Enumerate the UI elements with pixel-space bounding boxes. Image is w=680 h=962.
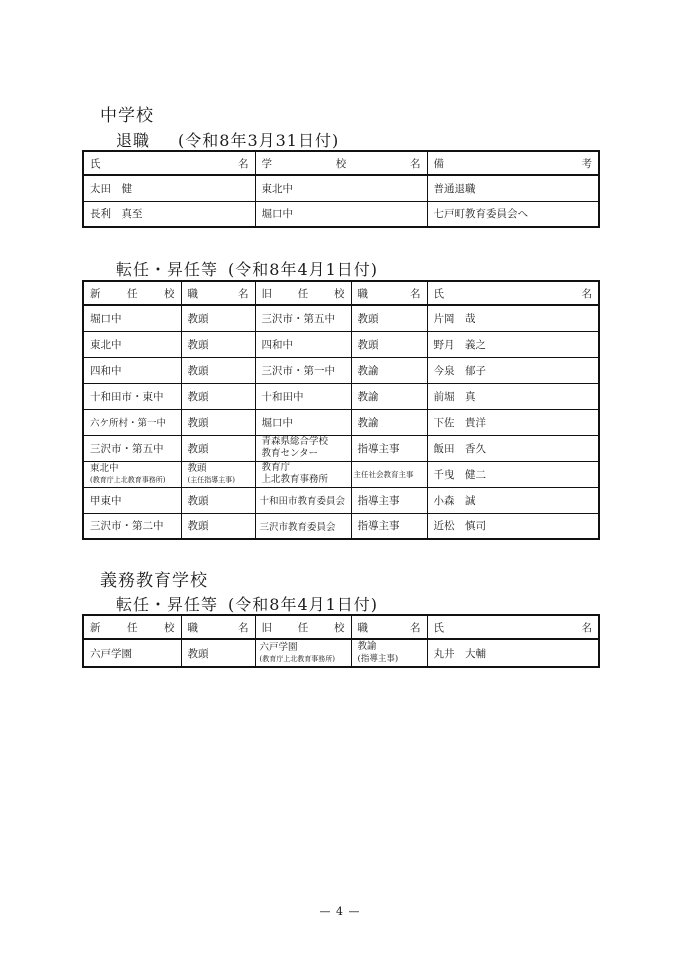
cell-new-school: 三沢市・第五中 bbox=[83, 435, 181, 461]
table-row bbox=[83, 513, 599, 539]
cell-old-title: 指導主事 bbox=[351, 487, 427, 513]
cell-old-school: 十和田市教育委員会 bbox=[255, 487, 351, 513]
header-old-title: 職 名 bbox=[351, 615, 427, 639]
transfer-title: 転任・昇任等 bbox=[116, 260, 219, 279]
cell-name: 千曳 健二 bbox=[427, 461, 599, 487]
page-number: — 4 — bbox=[319, 905, 361, 918]
transfer-date-2: (令和8年4月1日付) bbox=[228, 595, 379, 614]
table-row bbox=[83, 461, 599, 487]
header-new-title: 職 名 bbox=[181, 615, 255, 639]
table-row bbox=[83, 175, 599, 201]
retirement-date: (令和8年3月31日付) bbox=[178, 131, 340, 150]
old-school-line-2: 教育センター bbox=[261, 448, 319, 459]
table-row bbox=[83, 435, 599, 461]
table-row bbox=[83, 639, 599, 667]
new-school-main: 東北中 bbox=[90, 463, 119, 474]
cell-old-school: 三沢市教育委員会 bbox=[255, 513, 351, 539]
new-title-main: 教頭 bbox=[187, 463, 207, 474]
header-new-school: 新 任 校 bbox=[83, 281, 181, 305]
transfer-heading bbox=[116, 257, 378, 280]
cell-old-school: 十和田中 bbox=[255, 383, 351, 409]
cell-new-school: 堀口中 bbox=[83, 305, 181, 331]
cell-old-title: 教頭 bbox=[351, 331, 427, 357]
cell-name: 飯田 香久 bbox=[427, 435, 599, 461]
cell-new-school: 六戸学園 bbox=[83, 639, 181, 667]
cell-new-school: 三沢市・第二中 bbox=[83, 513, 181, 539]
header-old-title: 職 名 bbox=[351, 281, 427, 305]
cell-old-title: 教頭 bbox=[351, 305, 427, 331]
cell-old-title: 指導主事 bbox=[351, 435, 427, 461]
header-new-school: 新 任 校 bbox=[83, 615, 181, 639]
table-row bbox=[83, 331, 599, 357]
retirement-table bbox=[82, 150, 600, 228]
cell-name: 今泉 郁子 bbox=[427, 357, 599, 383]
transfer-title-2: 転任・昇任等 bbox=[116, 595, 219, 614]
cell-new-title: 教頭 bbox=[181, 435, 255, 461]
header-old-school: 旧 任 校 bbox=[255, 615, 351, 639]
section-title-compulsory-school: 義務教育学校 bbox=[100, 571, 208, 591]
cell-old-title: 教諭 bbox=[351, 383, 427, 409]
header-note: 備 考 bbox=[427, 151, 599, 175]
cell-old-title: 指導主事 bbox=[351, 513, 427, 539]
cell-name: 下佐 貴洋 bbox=[427, 409, 599, 435]
cell-name: 太田 健 bbox=[83, 175, 255, 201]
header-old-school: 旧 任 校 bbox=[255, 281, 351, 305]
cell-old-school bbox=[255, 639, 351, 667]
cell-new-title: 教頭 bbox=[181, 409, 255, 435]
table-row bbox=[83, 357, 599, 383]
cell-new-school: 六ケ所村・第一中 bbox=[83, 409, 181, 435]
cell-old-school bbox=[255, 461, 351, 487]
table-row bbox=[83, 487, 599, 513]
header-name: 氏 名 bbox=[427, 615, 599, 639]
cell-old-school bbox=[255, 435, 351, 461]
cell-new-school bbox=[83, 461, 181, 487]
table-row bbox=[83, 305, 599, 331]
transfer-table bbox=[82, 280, 600, 540]
cell-name: 野月 義之 bbox=[427, 331, 599, 357]
table-row bbox=[83, 383, 599, 409]
cell-school: 堀口中 bbox=[255, 201, 427, 227]
cell-note: 七戸町教育委員会へ bbox=[427, 201, 599, 227]
cell-new-school: 甲東中 bbox=[83, 487, 181, 513]
retirement-heading bbox=[116, 128, 339, 151]
cell-name: 片岡 哉 bbox=[427, 305, 599, 331]
old-title-sub: (指導主事) bbox=[357, 654, 399, 664]
cell-name: 小森 誠 bbox=[427, 487, 599, 513]
old-school-main: 六戸学園 bbox=[259, 642, 298, 653]
cell-school: 東北中 bbox=[255, 175, 427, 201]
cell-new-title: 教頭 bbox=[181, 331, 255, 357]
retirement-title: 退職 bbox=[116, 131, 151, 150]
cell-old-school: 三沢市・第五中 bbox=[255, 305, 351, 331]
header-name: 氏 名 bbox=[83, 151, 255, 175]
cell-name: 丸井 大輔 bbox=[427, 639, 599, 667]
table-row bbox=[83, 409, 599, 435]
old-title-main: 教諭 bbox=[357, 641, 377, 652]
new-school-sub: (教育庁上北教育事務所) bbox=[90, 476, 166, 484]
section-title-junior-high: 中学校 bbox=[100, 106, 154, 126]
cell-old-school: 堀口中 bbox=[255, 409, 351, 435]
old-school-sub: (教育庁上北教育事務所) bbox=[259, 655, 335, 663]
cell-old-title: 主任社会教育主事 bbox=[351, 461, 427, 487]
old-school-line-1: 教育庁 bbox=[261, 462, 291, 473]
header-name: 氏 名 bbox=[427, 281, 599, 305]
compulsory-transfer-table bbox=[82, 614, 600, 668]
cell-new-title: 教頭 bbox=[181, 487, 255, 513]
cell-new-title: 教頭 bbox=[181, 513, 255, 539]
cell-old-title: 教諭 bbox=[351, 409, 427, 435]
cell-old-title: 教諭 bbox=[351, 357, 427, 383]
cell-new-school: 四和中 bbox=[83, 357, 181, 383]
cell-name: 長利 真至 bbox=[83, 201, 255, 227]
cell-new-title: 教頭 bbox=[181, 357, 255, 383]
cell-old-school: 三沢市・第一中 bbox=[255, 357, 351, 383]
cell-new-title: 教頭 bbox=[181, 639, 255, 667]
cell-note: 普通退職 bbox=[427, 175, 599, 201]
old-school-line-1: 青森県総合学校 bbox=[261, 436, 329, 447]
cell-new-title: 教頭 bbox=[181, 305, 255, 331]
header-new-title: 職 名 bbox=[181, 281, 255, 305]
new-title-sub: (主任指導主事) bbox=[187, 476, 235, 484]
cell-old-school: 四和中 bbox=[255, 331, 351, 357]
old-school-line-2: 上北教育事務所 bbox=[261, 474, 329, 485]
table-row bbox=[83, 201, 599, 227]
cell-new-title bbox=[181, 461, 255, 487]
cell-new-school: 十和田市・東中 bbox=[83, 383, 181, 409]
transfer-date: (令和8年4月1日付) bbox=[228, 260, 379, 279]
cell-name: 近松 慎司 bbox=[427, 513, 599, 539]
cell-new-school: 東北中 bbox=[83, 331, 181, 357]
cell-old-title bbox=[351, 639, 427, 667]
transfer-heading-2 bbox=[116, 592, 378, 615]
header-school: 学 校 名 bbox=[255, 151, 427, 175]
cell-new-title: 教頭 bbox=[181, 383, 255, 409]
cell-name: 前堀 真 bbox=[427, 383, 599, 409]
